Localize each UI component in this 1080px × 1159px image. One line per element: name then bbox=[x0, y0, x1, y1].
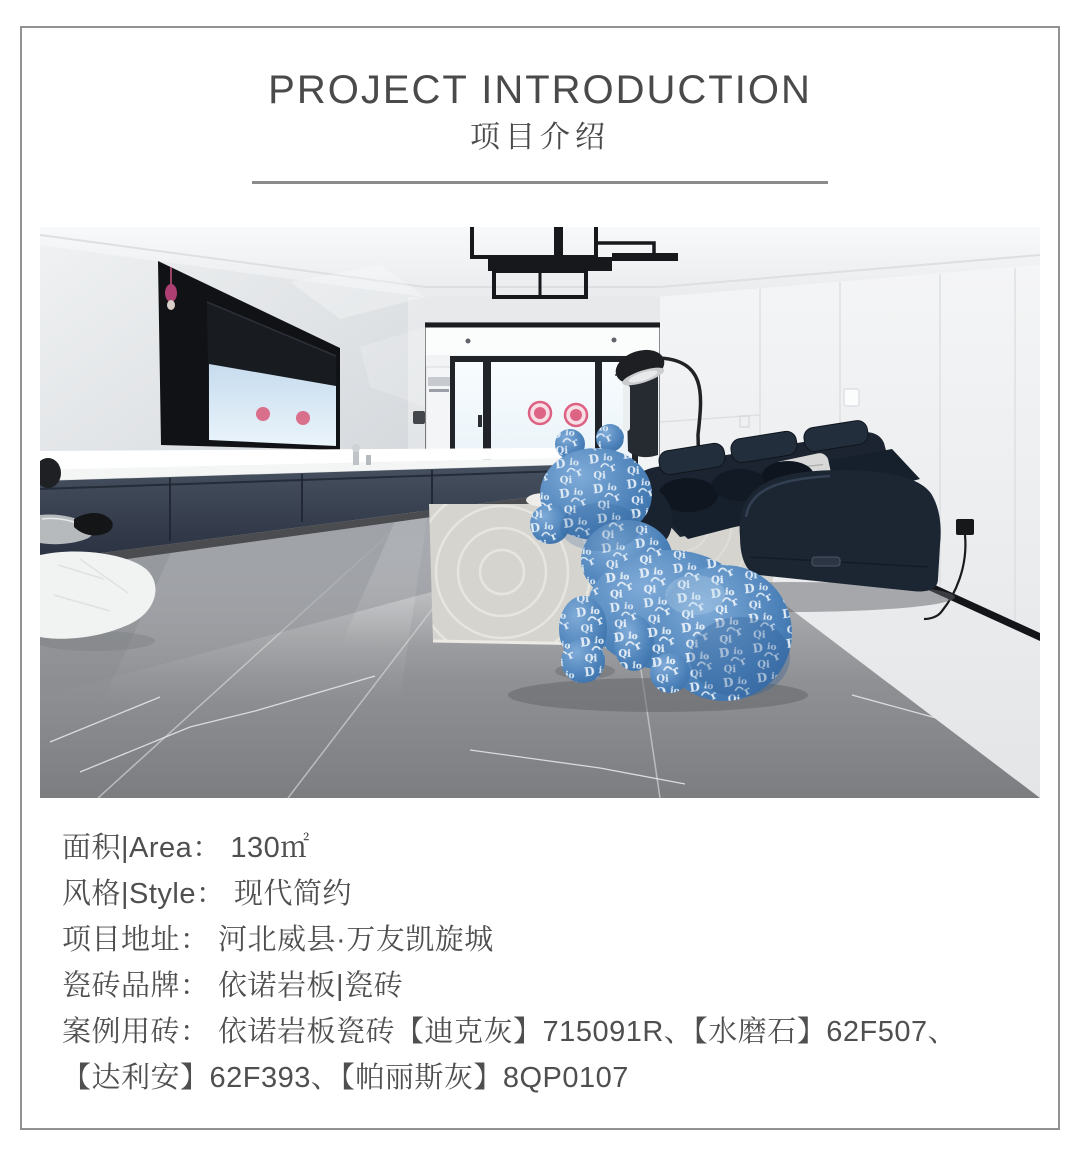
window-handle bbox=[478, 415, 482, 427]
sticker-reflection bbox=[256, 407, 270, 421]
wall-socket bbox=[844, 389, 859, 406]
fu-sticker bbox=[565, 404, 587, 426]
divider bbox=[252, 181, 828, 184]
info-line-tiles-1: 案例用砖： 依诺岩板瓷砖【迪克灰】715091R、【水磨石】62F507、 bbox=[62, 1016, 958, 1048]
info-line-brand: 瓷砖品牌： 依诺岩板|瓷砖 bbox=[62, 970, 404, 1002]
page-title-zh: 项目介绍 bbox=[470, 121, 610, 154]
recessed-light bbox=[612, 338, 617, 343]
card-border bbox=[20, 26, 1060, 1130]
recessed-light bbox=[466, 339, 471, 344]
light-switch bbox=[413, 411, 425, 424]
info-line-style: 风格|Style： 现代简约 bbox=[62, 878, 353, 910]
project-photo bbox=[40, 227, 1040, 798]
sofa-control-panel bbox=[812, 557, 840, 566]
living-room-scene bbox=[40, 227, 1040, 798]
info-line-address: 项目地址： 河北威县·万友凯旋城 bbox=[62, 924, 494, 956]
info-line-tiles-2: 【达利安】62F393、【帕丽斯灰】8QP0107 bbox=[62, 1062, 629, 1094]
power-socket-black bbox=[956, 519, 974, 535]
sticker-reflection bbox=[296, 411, 310, 425]
project-info bbox=[62, 834, 1028, 1110]
fu-sticker bbox=[529, 402, 551, 424]
page-title-en: PROJECT INTRODUCTION bbox=[268, 68, 812, 112]
info-line-area: 面积|Area： 130㎡ bbox=[62, 832, 310, 864]
